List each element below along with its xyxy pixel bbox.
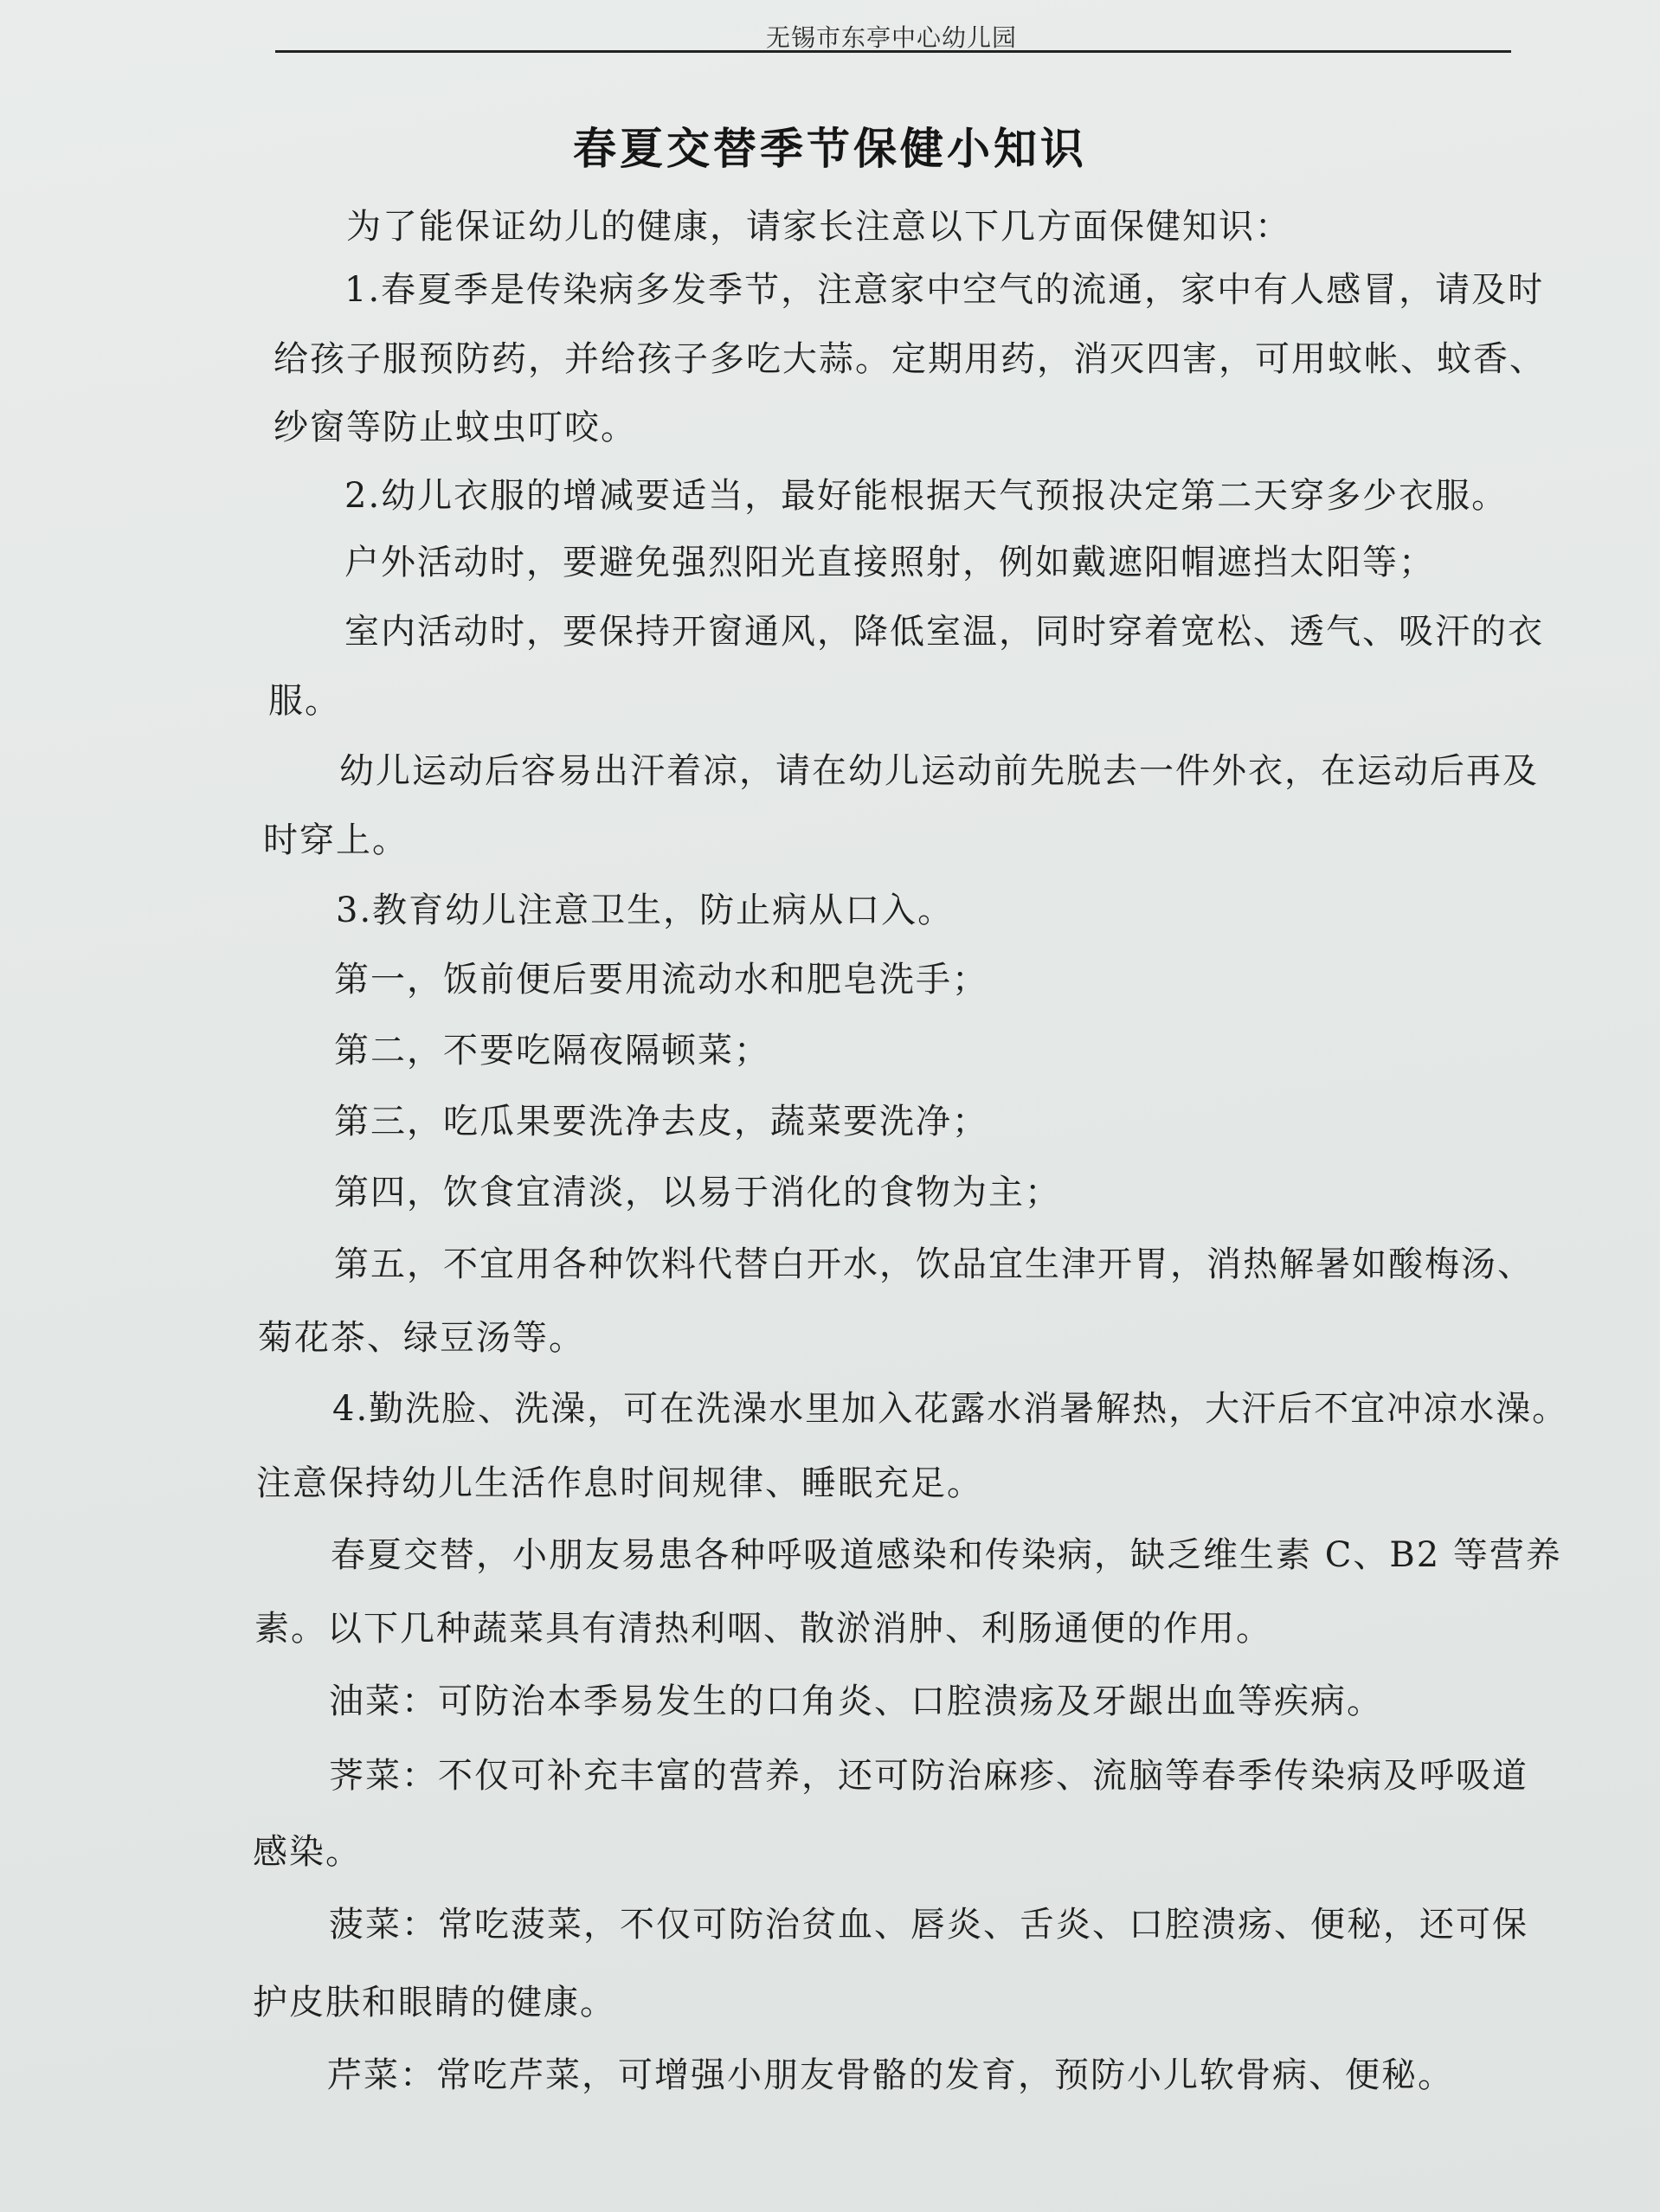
item3-second: 第二，不要吃隔夜隔顿菜；: [334, 1031, 770, 1071]
item1-line1: 1.春夏季是传染病多发季节，注意家中空气的流通，家中有人感冒，请及时: [344, 270, 1545, 310]
rapeseed-line: 油菜：可防治本季易发生的口角炎、口腔溃疡及牙龈出血等疾病。: [329, 1682, 1383, 1721]
intro-line: 为了能保证幼儿的健康，请家长注意以下几方面保健知识：: [346, 207, 1291, 247]
item2-line6: 时穿上。: [263, 820, 409, 860]
header-divider: [275, 50, 1511, 53]
document-title: 春夏交替季节保健小知识: [573, 124, 1087, 174]
item1-line2: 给孩子服预防药，并给孩子多吃大蒜。定期用药，消灭四害，可用蚊帐、蚊香、: [273, 339, 1546, 379]
item3-line1: 3.教育幼儿注意卫生，防止病从口入。: [336, 891, 955, 930]
item3-first: 第一，饭前便后要用流动水和肥皂洗手；: [334, 960, 988, 1000]
item2-line2: 户外活动时，要避免强烈阳光直接照射，例如戴遮阳帽遮挡太阳等；: [344, 543, 1435, 582]
item1-line3: 纱窗等防止蚊虫叮咬。: [273, 408, 637, 447]
vegetables-intro-line2: 素。以下几种蔬菜具有清热利咽、散淤消肿、利肠通便的作用。: [254, 1609, 1272, 1649]
spinach-line2: 护皮肤和眼睛的健康。: [253, 1983, 616, 2022]
spinach-line1: 菠菜：常吃菠菜，不仅可防治贫血、唇炎、舌炎、口腔溃疡、便秘，还可保: [329, 1905, 1528, 1945]
vegetables-intro-line1: 春夏交替，小朋友易患各种呼吸道感染和传染病，缺乏维生素 C、B2 等营养: [331, 1535, 1562, 1575]
item3-fourth: 第四，饮食宜清淡，以易于消化的食物为主；: [334, 1173, 1061, 1212]
shepherds-purse-line2: 感染。: [253, 1832, 362, 1872]
item2-line3: 室内活动时，要保持开窗通风，降低室温，同时穿着宽松、透气、吸汗的衣: [344, 612, 1544, 652]
item2-line1: 2.幼儿衣服的增减要适当，最好能根据天气预报决定第二天穿多少衣服。: [344, 476, 1509, 516]
item4-line1: 4.勤洗脸、洗澡，可在洗澡水里加入花露水消暑解热，大汗后不宜冲凉水澡。: [332, 1389, 1569, 1429]
item2-line5: 幼儿运动后容易出汗着凉，请在幼儿运动前先脱去一件外衣，在运动后再及: [339, 751, 1539, 791]
header-org-name: 无锡市东亭中心幼儿园: [765, 23, 1017, 52]
shepherds-purse-line1: 荠菜：不仅可补充丰富的营养，还可防治麻疹、流脑等春季传染病及呼吸道: [329, 1756, 1528, 1796]
celery-line: 芹菜：常吃芹菜，可增强小朋友骨骼的发育，预防小儿软骨病、便秘。: [327, 2055, 1454, 2095]
item3-third: 第三，吃瓜果要洗净去皮，蔬菜要洗净；: [334, 1102, 988, 1141]
item3-fifth-line2: 菊花茶、绿豆汤等。: [258, 1318, 585, 1358]
item4-line2: 注意保持幼儿生活作息时间规律、睡眠充足。: [256, 1463, 983, 1503]
item3-fifth-line1: 第五，不宜用各种饮料代替白开水，饮品宜生津开胃，消热解暑如酸梅汤、: [334, 1244, 1534, 1284]
item2-line4: 服。: [268, 681, 341, 721]
